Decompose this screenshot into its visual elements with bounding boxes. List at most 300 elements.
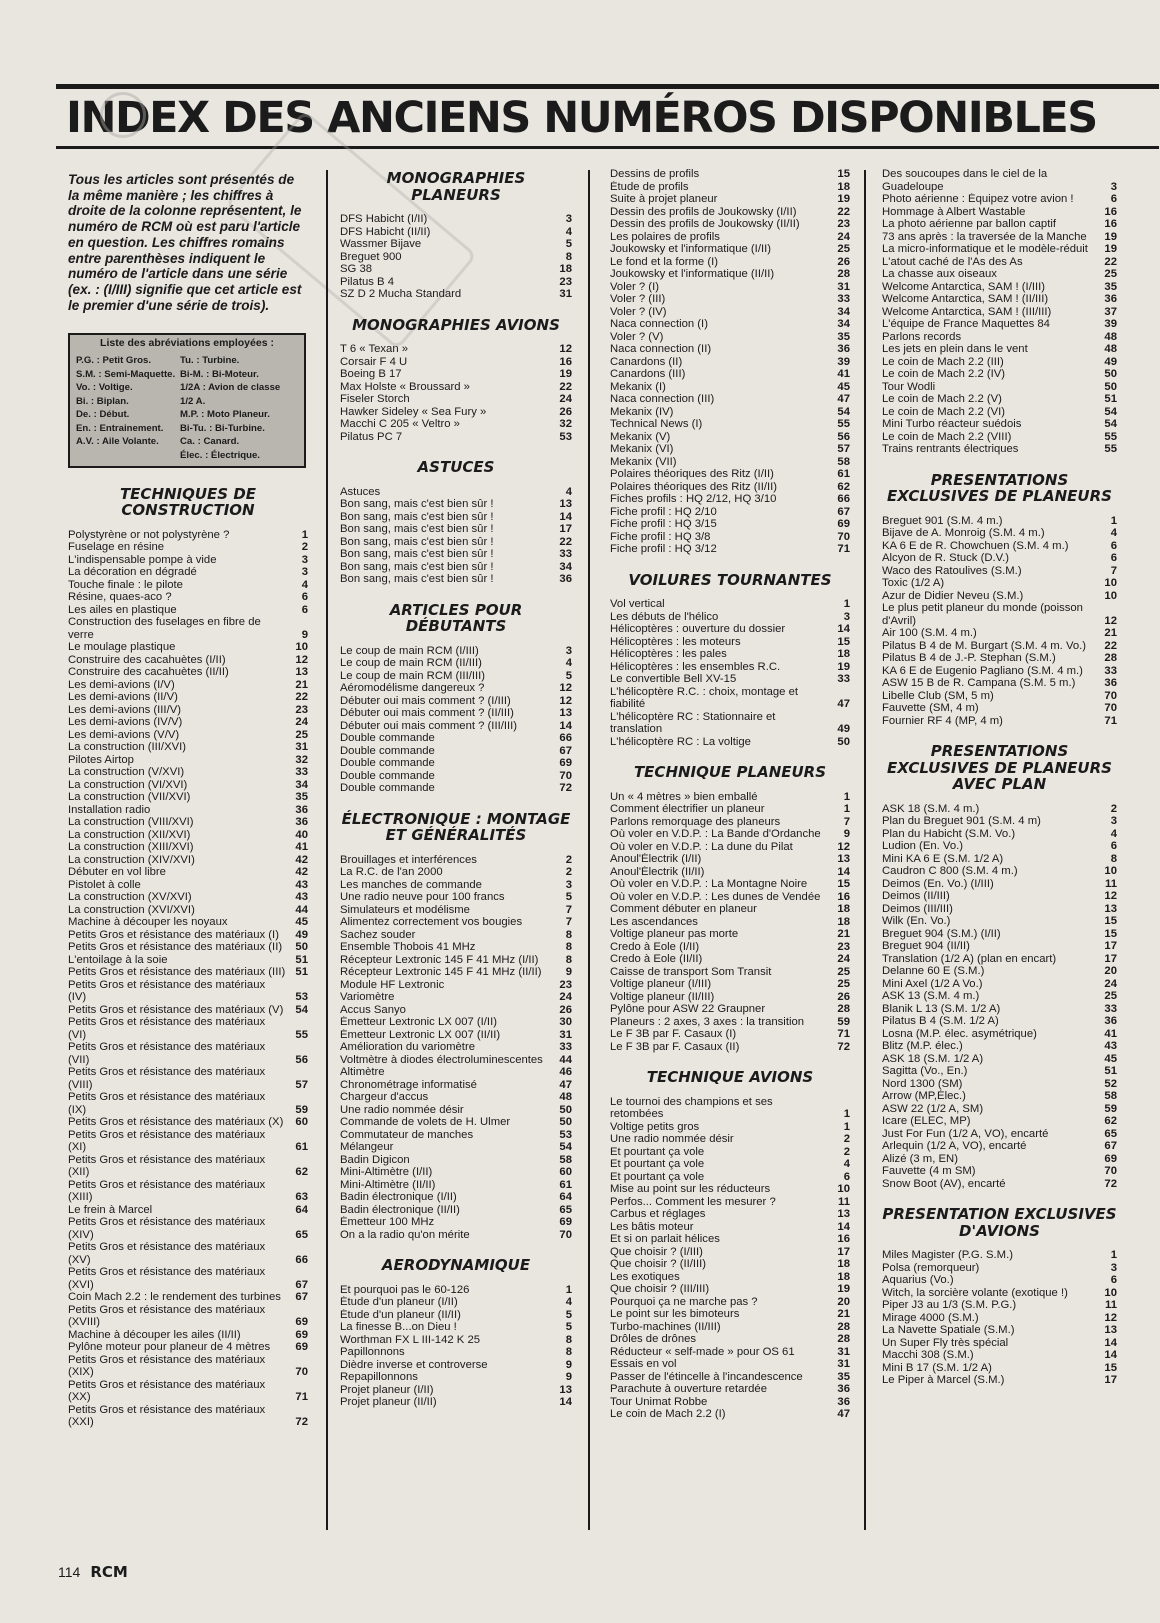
entry-title: Construction des fuselages en fibre de verre bbox=[68, 616, 261, 641]
index-entry bbox=[610, 493, 850, 506]
top-rule bbox=[56, 84, 1159, 89]
entry-issue-number: 62 bbox=[295, 1166, 308, 1179]
index-entry bbox=[882, 1140, 1117, 1153]
index-entry bbox=[882, 853, 1117, 866]
index-entry bbox=[610, 1096, 850, 1121]
entry-title: Brouillages et interférences bbox=[340, 853, 477, 866]
entry-title: Voltige planeur (I/III) bbox=[610, 978, 712, 990]
index-entry bbox=[882, 577, 1117, 590]
entry-title: Fauvette (4 m SM) bbox=[882, 1165, 976, 1177]
index-section bbox=[340, 1257, 572, 1409]
index-entry bbox=[68, 691, 308, 704]
index-entry bbox=[68, 1016, 308, 1041]
entry-issue-number: 69 bbox=[559, 757, 572, 769]
index-entry bbox=[882, 381, 1117, 394]
entry-issue-number: 36 bbox=[1104, 293, 1117, 305]
abbreviation-item: A.V. : Aile Volante. bbox=[76, 436, 159, 448]
entry-issue-number: 54 bbox=[1104, 418, 1117, 430]
entry-title: Mekanix (V) bbox=[610, 430, 671, 443]
index-entry bbox=[610, 468, 850, 481]
index-entry bbox=[610, 393, 850, 406]
index-entry bbox=[882, 1065, 1117, 1078]
entry-issue-number: 13 bbox=[559, 707, 572, 719]
index-entry bbox=[340, 745, 572, 758]
entry-title: Double commande bbox=[340, 732, 435, 744]
entry-title: Bon sang, mais c'est bien sûr ! bbox=[340, 573, 494, 585]
entry-issue-number: 52 bbox=[1104, 1077, 1117, 1090]
index-entry bbox=[340, 670, 572, 683]
entry-title: Le coup de main RCM (I/III) bbox=[340, 644, 479, 657]
entry-issue-number: 56 bbox=[837, 430, 850, 443]
entry-issue-number: 21 bbox=[1104, 627, 1117, 639]
index-entry bbox=[610, 531, 850, 544]
abbreviation-item: 1/2 A. bbox=[180, 395, 206, 407]
entry-issue-number: 13 bbox=[295, 666, 308, 679]
entry-title: Petits Gros et résistance des matériaux (IV) bbox=[68, 978, 266, 1004]
entry-title: Petits Gros et résistance des matériaux (V) bbox=[68, 1003, 284, 1016]
index-entry bbox=[610, 953, 850, 966]
entry-title: Boeing B 17 bbox=[340, 368, 402, 380]
index-entry bbox=[340, 991, 572, 1004]
index-entry bbox=[340, 1296, 572, 1309]
entry-title: Le coin de Mach 2.2 (III) bbox=[882, 355, 1004, 368]
column-4 bbox=[882, 168, 1117, 1387]
entry-title: Air 100 (S.M. 4 m.) bbox=[882, 627, 977, 639]
entry-issue-number: 54 bbox=[837, 405, 850, 418]
entry-title: Touche finale : le pilote bbox=[68, 578, 183, 591]
entry-title: Parlons remorquage des planeurs bbox=[610, 815, 781, 828]
entry-issue-number: 10 bbox=[295, 641, 308, 654]
index-section bbox=[610, 1069, 850, 1421]
entry-issue-number: 51 bbox=[295, 966, 308, 979]
index-entry bbox=[68, 529, 308, 542]
index-entry bbox=[68, 954, 308, 967]
column-divider bbox=[864, 170, 866, 1530]
entry-issue-number: 10 bbox=[1104, 1286, 1117, 1299]
entry-title: Repapillonnons bbox=[340, 1371, 418, 1383]
index-entry bbox=[882, 690, 1117, 703]
index-entry bbox=[882, 1115, 1117, 1128]
entry-issue-number: 31 bbox=[295, 741, 308, 754]
entry-issue-number: 55 bbox=[1104, 443, 1117, 455]
entry-issue-number: 69 bbox=[837, 518, 850, 530]
index-entry bbox=[340, 1141, 572, 1154]
abbreviation-item bbox=[76, 450, 180, 461]
index-entry bbox=[610, 1358, 850, 1371]
entry-title: Corsair F 4 U bbox=[340, 355, 408, 368]
entry-title: Aéromodélisme dangereux ? bbox=[340, 682, 485, 694]
index-entry bbox=[68, 791, 308, 804]
entry-title: Max Holste « Broussard » bbox=[340, 380, 470, 393]
entry-title: Pilotes Airtop bbox=[68, 753, 134, 766]
entry-issue-number: 17 bbox=[837, 1245, 850, 1258]
index-entry bbox=[882, 1249, 1117, 1262]
entry-title: Astuces bbox=[340, 485, 381, 498]
entry-issue-number: 9 bbox=[565, 966, 572, 978]
entry-title: Où voler en V.D.P. : La Bande d'Ordanche bbox=[610, 828, 821, 840]
entry-title: Hawker Sideley « Sea Fury » bbox=[340, 405, 487, 418]
entry-issue-number: 28 bbox=[837, 1003, 850, 1015]
index-entry bbox=[610, 1258, 850, 1271]
entry-issue-number: 16 bbox=[837, 1233, 850, 1245]
entry-issue-number: 18 bbox=[837, 1258, 850, 1270]
index-entry bbox=[68, 1241, 308, 1266]
entry-title: Voler ? (V) bbox=[610, 330, 664, 343]
index-entry bbox=[340, 1216, 572, 1229]
entry-title: Fiseler Storch bbox=[340, 393, 410, 405]
entry-title: Naca connection (II) bbox=[610, 343, 712, 355]
section-heading: VOILURES TOURNANTES bbox=[628, 570, 832, 589]
entry-issue-number: 69 bbox=[559, 1216, 572, 1228]
index-entry bbox=[882, 1165, 1117, 1178]
entry-issue-number: 16 bbox=[559, 355, 572, 368]
entry-title: Mise au point sur les réducteurs bbox=[610, 1183, 771, 1195]
entry-issue-number: 7 bbox=[565, 903, 572, 916]
index-entry bbox=[340, 866, 572, 879]
index-entry bbox=[340, 732, 572, 745]
entry-issue-number: 6 bbox=[1110, 193, 1117, 205]
entry-issue-number: 3 bbox=[843, 610, 850, 623]
entry-issue-number: 36 bbox=[837, 1395, 850, 1408]
entry-title: Canardons (II) bbox=[610, 355, 683, 368]
entry-issue-number: 66 bbox=[559, 732, 572, 744]
entry-title: Polaires théoriques des Ritz (I/II) bbox=[610, 468, 774, 480]
index-entry bbox=[340, 1029, 572, 1042]
entry-title: Badin électronique (II/II) bbox=[340, 1203, 460, 1216]
entry-title: Icare (ELEC, MP) bbox=[882, 1115, 971, 1127]
entry-issue-number: 35 bbox=[837, 330, 850, 343]
entry-issue-number: 43 bbox=[1104, 1040, 1117, 1052]
abbreviation-item: Vo. : Voltige. bbox=[76, 382, 133, 394]
entry-title: Tour Wodli bbox=[882, 380, 936, 393]
entry-title: Anoul'Électrik (I/II) bbox=[610, 853, 702, 865]
index-entry bbox=[340, 406, 572, 419]
index-entry bbox=[68, 741, 308, 754]
index-entry bbox=[882, 1287, 1117, 1300]
entry-issue-number: 24 bbox=[559, 393, 572, 405]
index-entry bbox=[610, 368, 850, 381]
entry-title: Fuselage en résine bbox=[68, 541, 165, 554]
watermark-ring bbox=[100, 92, 146, 138]
index-entry bbox=[68, 829, 308, 842]
index-entry bbox=[882, 640, 1117, 653]
entry-issue-number: 14 bbox=[559, 1396, 572, 1408]
index-entry bbox=[610, 281, 850, 294]
index-entry bbox=[882, 1015, 1117, 1028]
entry-title: Que choisir ? (II/III) bbox=[610, 1258, 707, 1270]
abbreviation-item: 1/2A : Avion de classe bbox=[180, 382, 281, 394]
abbreviation-item: P.G. : Petit Gros. bbox=[76, 355, 151, 367]
entry-title: Pilatus PC 7 bbox=[340, 430, 403, 443]
entry-issue-number: 4 bbox=[843, 1158, 850, 1170]
index-entry bbox=[68, 1041, 308, 1066]
index-entry bbox=[340, 343, 572, 356]
entry-title: La Navette Spatiale (S.M.) bbox=[882, 1324, 1015, 1336]
entry-title: Sachez souder bbox=[340, 928, 416, 941]
index-entry bbox=[882, 1274, 1117, 1287]
entry-issue-number: 58 bbox=[559, 1153, 572, 1166]
entry-issue-number: 5 bbox=[565, 891, 572, 903]
entry-issue-number: 5 bbox=[565, 1321, 572, 1333]
entry-title: Débuter oui mais comment ? (III/III) bbox=[340, 719, 518, 732]
index-entry bbox=[340, 757, 572, 770]
entry-title: Les jets en plein dans le vent bbox=[882, 343, 1028, 355]
index-entry bbox=[610, 736, 850, 749]
index-entry bbox=[882, 1374, 1117, 1387]
entry-title: Canardons (III) bbox=[610, 368, 686, 380]
entry-issue-number: 61 bbox=[837, 468, 850, 480]
index-entry bbox=[340, 368, 572, 381]
index-entry bbox=[340, 782, 572, 795]
index-entry bbox=[340, 1154, 572, 1167]
index-entry bbox=[340, 1041, 572, 1054]
entry-title: Macchi C 205 « Veltro » bbox=[340, 418, 460, 430]
index-section bbox=[610, 572, 850, 749]
entry-title: Miles Magister (P.G. S.M.) bbox=[882, 1249, 1013, 1261]
entry-title: Ensemble Thobois 41 MHz bbox=[340, 941, 476, 953]
entry-issue-number: 18 bbox=[837, 1270, 850, 1283]
index-entry bbox=[340, 498, 572, 511]
index-entry bbox=[882, 393, 1117, 406]
index-entry bbox=[882, 803, 1117, 816]
entry-issue-number: 48 bbox=[1104, 330, 1117, 343]
entry-title: On a la radio qu'on mérite bbox=[340, 1228, 470, 1241]
entry-title: Fiche profil : HQ 3/8 bbox=[610, 530, 711, 543]
index-entry bbox=[882, 1078, 1117, 1091]
entry-issue-number: 20 bbox=[1104, 965, 1117, 977]
entry-title: Toxic (1/2 A) bbox=[882, 577, 945, 589]
index-entry bbox=[882, 978, 1117, 991]
entry-title: Commutateur de manches bbox=[340, 1128, 474, 1141]
entry-issue-number: 45 bbox=[837, 380, 850, 393]
index-entry bbox=[68, 554, 308, 567]
index-entry bbox=[882, 331, 1117, 344]
entry-issue-number: 24 bbox=[1104, 977, 1117, 990]
entry-title: Que choisir ? (I/III) bbox=[610, 1245, 703, 1258]
entry-issue-number: 25 bbox=[1104, 990, 1117, 1002]
index-entry bbox=[882, 527, 1117, 540]
entry-issue-number: 8 bbox=[565, 941, 572, 953]
entry-title: La construction (XII/XVI) bbox=[68, 828, 191, 841]
entry-issue-number: 20 bbox=[837, 1295, 850, 1308]
entry-title: Simulateurs et modélisme bbox=[340, 903, 470, 916]
index-entry bbox=[610, 928, 850, 941]
entry-issue-number: 39 bbox=[1104, 318, 1117, 330]
entry-issue-number: 65 bbox=[1104, 1127, 1117, 1140]
entry-title: Breguet 904 (S.M.) (I/II) bbox=[882, 927, 1001, 940]
entry-issue-number: 13 bbox=[559, 1383, 572, 1396]
entry-issue-number: 67 bbox=[295, 1278, 308, 1291]
entry-issue-number: 57 bbox=[295, 1078, 308, 1091]
entry-issue-number: 14 bbox=[837, 865, 850, 878]
entry-title: Construire des cacahuètes (I/II) bbox=[68, 653, 226, 666]
entry-issue-number: 25 bbox=[837, 978, 850, 990]
entry-title: Carbus et réglages bbox=[610, 1208, 706, 1220]
index-entry bbox=[340, 238, 572, 251]
entry-issue-number: 55 bbox=[1104, 430, 1117, 443]
index-entry bbox=[882, 343, 1117, 356]
entry-title: Bon sang, mais c'est bien sûr ! bbox=[340, 523, 494, 535]
entry-title: Les demi-avions (III/V) bbox=[68, 703, 182, 716]
entry-title: Pistolet à colle bbox=[68, 878, 141, 891]
entry-issue-number: 2 bbox=[843, 1133, 850, 1145]
entry-issue-number: 2 bbox=[1110, 802, 1117, 815]
index-entry bbox=[882, 1090, 1117, 1103]
entry-issue-number: 21 bbox=[837, 1308, 850, 1320]
entry-issue-number: 6 bbox=[301, 591, 308, 604]
column-1-sections bbox=[68, 486, 308, 1429]
index-entry bbox=[610, 293, 850, 306]
entry-issue-number: 28 bbox=[1104, 652, 1117, 664]
entry-issue-number: 65 bbox=[559, 1203, 572, 1216]
brand-logo: RCM bbox=[90, 1563, 128, 1581]
entry-issue-number: 70 bbox=[559, 1228, 572, 1241]
index-entry bbox=[68, 679, 308, 692]
entry-issue-number: 58 bbox=[1104, 1090, 1117, 1102]
index-entry bbox=[882, 1028, 1117, 1041]
entry-title: Fiche profil : HQ 2/10 bbox=[610, 505, 717, 518]
entry-issue-number: 22 bbox=[559, 535, 572, 548]
index-entry bbox=[610, 623, 850, 636]
entry-issue-number: 72 bbox=[559, 782, 572, 794]
index-entry bbox=[882, 243, 1117, 256]
entry-title: Que choisir ? (III/III) bbox=[610, 1283, 710, 1295]
index-entry bbox=[340, 251, 572, 264]
entry-issue-number: 17 bbox=[559, 523, 572, 535]
entry-title: Émetteur 100 MHz bbox=[340, 1216, 435, 1228]
index-entry bbox=[68, 816, 308, 829]
entry-title: Bon sang, mais c'est bien sûr ! bbox=[340, 560, 494, 573]
index-entry bbox=[610, 506, 850, 519]
entry-title: Petits Gros et résistance des matériaux (XVI) bbox=[68, 1266, 266, 1291]
entry-title: SZ D 2 Mucha Standard bbox=[340, 288, 462, 300]
index-section bbox=[340, 317, 572, 444]
entry-title: Vol vertical bbox=[610, 598, 665, 610]
index-entry bbox=[340, 1321, 572, 1334]
entry-title: Fiche profil : HQ 3/15 bbox=[610, 518, 717, 530]
entry-issue-number: 33 bbox=[837, 293, 850, 305]
index-entry bbox=[340, 979, 572, 992]
entry-issue-number: 16 bbox=[837, 890, 850, 903]
entry-issue-number: 53 bbox=[559, 430, 572, 443]
index-entry bbox=[68, 704, 308, 717]
entry-title: Construire des cacahuètes (II/II) bbox=[68, 666, 229, 679]
entry-issue-number: 70 bbox=[295, 1366, 308, 1379]
index-entry bbox=[882, 665, 1117, 678]
entry-issue-number: 9 bbox=[565, 1371, 572, 1383]
entry-title: L'hélicoptère R.C. : choix, montage et fiabilité bbox=[610, 685, 799, 710]
abbreviation-item: Tu. : Turbine. bbox=[180, 355, 240, 367]
index-entry bbox=[610, 443, 850, 456]
entry-issue-number: 7 bbox=[1110, 564, 1117, 577]
index-entry bbox=[610, 1208, 850, 1221]
entry-title: Coin Mach 2.2 : le rendement des turbines bbox=[68, 1291, 281, 1304]
entry-issue-number: 70 bbox=[559, 769, 572, 782]
entry-title: Ludion (En. Vo.) bbox=[882, 840, 964, 852]
index-entry bbox=[340, 1004, 572, 1017]
index-section bbox=[610, 764, 850, 1053]
index-entry bbox=[610, 543, 850, 556]
index-entry bbox=[882, 677, 1117, 690]
entry-title: Badin Digicon bbox=[340, 1153, 410, 1166]
abbreviation-item: Bi-M. : Bi-Moteur. bbox=[180, 368, 259, 380]
entry-title: Débuter oui mais comment ? (II/III) bbox=[340, 707, 514, 719]
entry-title: Hélicoptères : les ensembles R.C. bbox=[610, 660, 781, 673]
entry-issue-number: 47 bbox=[837, 698, 850, 710]
entry-issue-number: 10 bbox=[1104, 865, 1117, 877]
index-entry bbox=[882, 1312, 1117, 1325]
index-entry bbox=[882, 281, 1117, 294]
index-entry bbox=[340, 1091, 572, 1104]
index-entry bbox=[68, 666, 308, 679]
entry-title: ASW 22 (1/2 A, SM) bbox=[882, 1102, 984, 1115]
entry-title: Petits Gros et résistance des matériaux (XIV) bbox=[68, 1216, 266, 1241]
entry-issue-number: 2 bbox=[843, 1145, 850, 1158]
entry-title: L'hélicoptère RC : La voltige bbox=[610, 735, 751, 748]
entry-issue-number: 1 bbox=[1110, 1249, 1117, 1261]
index-entry bbox=[882, 840, 1117, 853]
index-entry bbox=[882, 915, 1117, 928]
abbreviation-item: S.M. : Semi-Maquette. bbox=[76, 368, 176, 380]
index-entry bbox=[340, 1334, 572, 1347]
entry-title: La chasse aux oiseaux bbox=[882, 268, 997, 280]
entry-title: Et pourtant ça vole bbox=[610, 1158, 705, 1170]
entry-title: La finesse B...on Dieu ! bbox=[340, 1321, 457, 1333]
index-entry bbox=[610, 611, 850, 624]
entry-issue-number: 42 bbox=[295, 853, 308, 866]
entry-title: Joukowsky et l'informatique (II/II) bbox=[610, 268, 775, 280]
index-entry bbox=[610, 903, 850, 916]
entry-issue-number: 57 bbox=[837, 443, 850, 455]
index-entry bbox=[68, 916, 308, 929]
entry-issue-number: 50 bbox=[559, 1103, 572, 1116]
index-entry bbox=[340, 536, 572, 549]
entry-title: Just For Fun (1/2 A, VO), encarté bbox=[882, 1127, 1049, 1140]
index-entry bbox=[68, 1354, 308, 1379]
entry-title: La construction (XIV/XVI) bbox=[68, 853, 195, 866]
entry-title: Le convertible Bell XV-15 bbox=[610, 673, 737, 685]
entry-title: Pylône moteur pour planeur de 4 mètres bbox=[68, 1341, 271, 1354]
entry-issue-number: 4 bbox=[1110, 827, 1117, 840]
index-entry bbox=[882, 890, 1117, 903]
entry-issue-number: 70 bbox=[1104, 1165, 1117, 1177]
entry-title: Deimos (En. Vo.) (I/III) bbox=[882, 877, 994, 890]
index-entry bbox=[882, 815, 1117, 828]
entry-title: La construction (XV/XVI) bbox=[68, 891, 192, 904]
entry-issue-number: 14 bbox=[559, 719, 572, 732]
index-entry bbox=[340, 904, 572, 917]
entry-issue-number: 1 bbox=[843, 1120, 850, 1133]
entry-issue-number: 3 bbox=[1110, 1261, 1117, 1274]
entry-title: Bijave de A. Monroig (S.M. 4 m.) bbox=[882, 527, 1045, 539]
index-entry bbox=[340, 1066, 572, 1079]
index-entry bbox=[610, 1383, 850, 1396]
entry-issue-number: 67 bbox=[1104, 1140, 1117, 1152]
index-entry bbox=[340, 1396, 572, 1409]
entry-issue-number: 34 bbox=[295, 778, 308, 791]
entry-issue-number: 12 bbox=[559, 343, 572, 355]
entry-issue-number: 10 bbox=[1104, 577, 1117, 589]
entry-issue-number: 4 bbox=[565, 485, 572, 498]
entry-issue-number: 1 bbox=[843, 598, 850, 610]
entry-title: Suite à projet planeur bbox=[610, 193, 718, 205]
index-entry bbox=[340, 288, 572, 301]
column-divider bbox=[588, 170, 590, 1530]
index-entry bbox=[882, 1299, 1117, 1312]
entry-issue-number: 26 bbox=[837, 255, 850, 268]
entry-title: Le coin de Mach 2.2 (VI) bbox=[882, 405, 1006, 418]
entry-issue-number: 22 bbox=[1104, 639, 1117, 652]
